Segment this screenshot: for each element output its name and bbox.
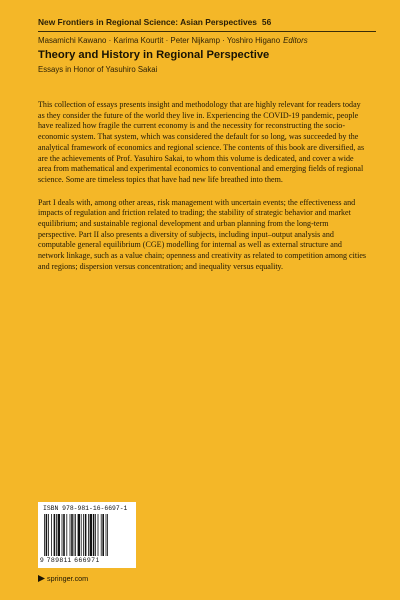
series-number: 56 (261, 17, 272, 27)
barcode-box (38, 502, 136, 568)
book-subtitle: Essays in Honor of Yasuhiro Sakai (38, 65, 158, 74)
book-title: Theory and History in Regional Perspective (38, 49, 270, 61)
editors-line (38, 36, 308, 45)
arrow-icon (38, 575, 45, 582)
blurb-paragraph-2: Part I deals with, among other areas, risk management with uncertain events; the effectiveness and impacts of regulation and friction related to trading; the stability of strategic behavior and market equilibrium; and sustainable regional development and urban planning from the long-term perspective. Part II also presents a diversity of subjects, including input–output analysis and computable general equilibrium (CGE) modelling for internal as well as external structure and network linkage, such as a value chain; openness and creativity as related to competition among cities and regions; dispersion versus concentration; and inequality versus equality. (38, 197, 367, 271)
barcode-icon (44, 514, 130, 556)
publisher-url: springer.com (47, 574, 89, 583)
blurb (38, 100, 368, 285)
publisher-line (38, 574, 88, 583)
series-name: New Frontiers in Regional Science: Asian Perspectives (38, 17, 257, 27)
series-title (38, 17, 271, 27)
isbn-label: ISBN 978-981-16-6697-1 (43, 505, 128, 512)
editors-role: Editors (283, 36, 308, 45)
blurb-paragraph-1: This collection of essays presents insight and methodology that are highly relevant for readers today as they consider the future of the world they live in. Experiencing the COVID-19 pandemic, people have realized how fragile the current economy is and the necessity for reconstructing the socio-economic system. That system, which was considered the default for so long, was succeeded by the analytical framework of economics and regional science. The contents of this book are diversified, as are the achievements of Prof. Yasuhiro Sakai, to whom this volume is dedicated, and cover a wide area from mathematical and experimental economics to conventional and emerging fields of regional science. Some are timeless topics that have had new life breathed into them. (38, 100, 365, 184)
editor-names: Masamichi Kawano · Karima Kourtit · Peter Nijkamp · Yoshiro Higano (38, 36, 281, 45)
header-rule (38, 31, 376, 32)
barcode-digits: 9 789811 666971 (40, 557, 100, 564)
